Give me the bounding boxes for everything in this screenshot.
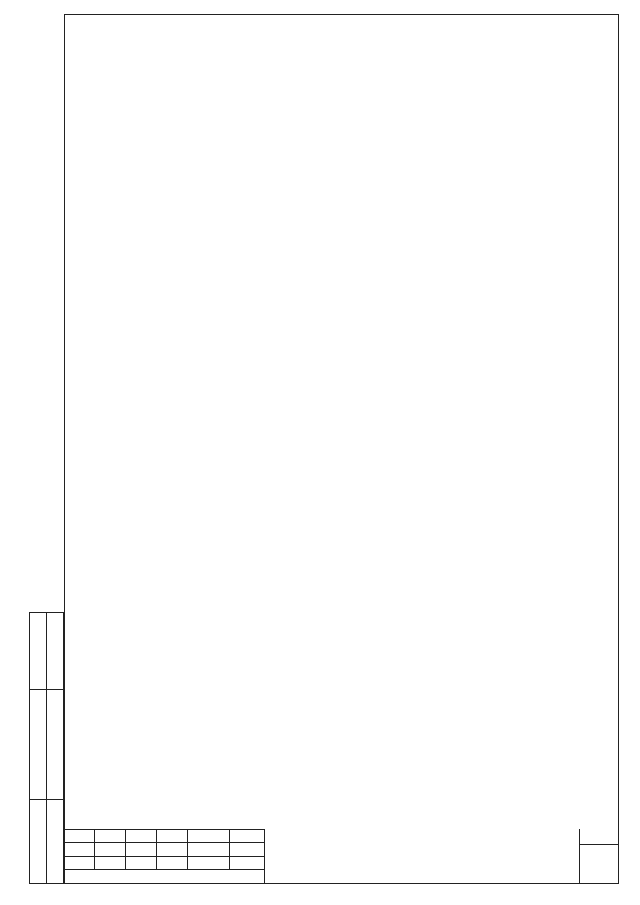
- inv-podl-value: [46, 799, 64, 884]
- podp-data-value: [46, 689, 64, 800]
- title-block: [64, 829, 619, 884]
- vzam-inv-cell: [29, 612, 47, 690]
- sheet-cell: [580, 829, 619, 884]
- side-stamp: [29, 612, 64, 884]
- sheet-number: [580, 845, 619, 885]
- revision-grid: [64, 829, 264, 884]
- vzam-inv-value: [46, 612, 64, 690]
- page-frame: [64, 14, 619, 884]
- sheet-label: [580, 829, 619, 845]
- document-code: [264, 829, 580, 884]
- inv-podl-cell: [29, 799, 47, 884]
- podp-data-cell: [29, 689, 47, 800]
